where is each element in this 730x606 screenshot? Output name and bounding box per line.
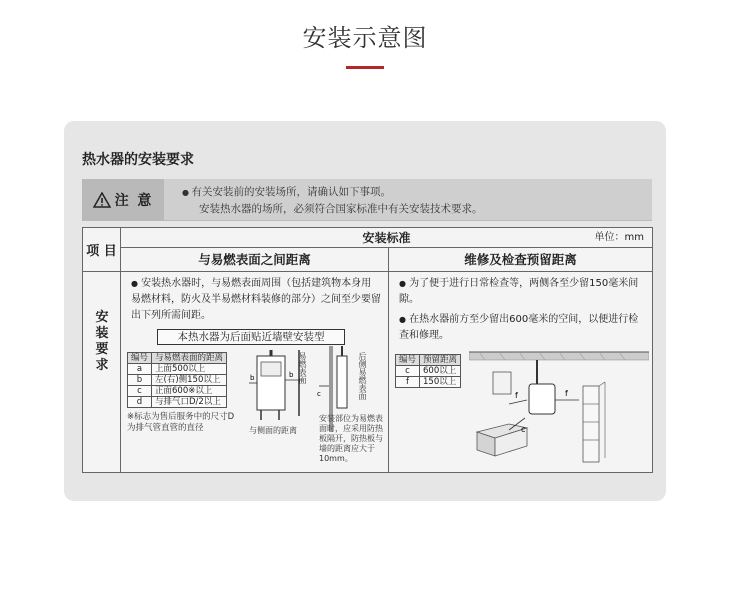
item-header: 项 目 [83,228,120,272]
notice-line-1: ● 有关安装前的安装场所，请确认如下事项。 [182,184,483,201]
svg-text:c: c [521,425,526,434]
title-underline [346,66,384,69]
table-header: 编号 [128,353,152,364]
table-cell: 150以上 [420,377,461,388]
table-cell: a [128,364,152,375]
table-header: 编号 [396,355,420,366]
wall-caption: 易燃表面 [298,352,307,384]
notice-text [182,184,483,217]
table-cell: d [128,397,152,408]
maintenance-distance-table [395,354,461,388]
side-caption: 与侧面的距离 [249,426,297,435]
right-bullet-1 [399,276,647,308]
unit-label: 单位：mm [594,232,644,243]
svg-text:f: f [565,389,568,398]
bullet-dot: ● [131,279,138,288]
item-char: 求 [95,358,109,373]
svg-text:b: b [250,374,255,382]
svg-text:b: b [289,371,294,379]
combustible-distance-table [127,352,227,408]
table-header: 预留距离 [420,355,461,366]
svg-text:c: c [317,390,321,398]
table-cell: 正面600※以上 [152,386,227,397]
install-caption: 安装部位为易燃表面时，应采用防热板隔开，防热板与墙的距离应大于10mm。 [319,414,383,463]
footnote: ※标志为售后服务中的尺寸D为排气管直管的直径 [127,412,235,433]
notice-tag [82,179,164,221]
item-char: 要 [95,342,109,357]
standard-header [121,228,652,248]
table-cell: 左(右)侧150以上 [152,375,227,386]
right-bullet-2-text: 在热水器前方至少留出600毫米的空间，以便进行检查和修理。 [399,314,639,341]
table-cell: c [128,386,152,397]
right-title: 维修及检查预留距离 [389,248,652,272]
left-title: 与易燃表面之间距离 [121,248,389,272]
table-header: 与易燃表面的距离 [152,353,227,364]
maintenance-room-diagram [469,344,649,468]
notice-banner [82,179,652,221]
panel-heading: 热水器的安装要求 [82,152,194,168]
combustible-distance-cell [121,272,389,472]
right-bullet-2 [399,312,647,344]
svg-text:f: f [515,391,518,400]
table-cell: 600以上 [420,366,461,377]
spec-table [82,227,653,473]
left-bullet [131,276,381,324]
table-cell: 上面500以上 [152,364,227,375]
notice-tag-label: 注 意 [114,193,154,209]
bullet-dot: ● [399,279,406,288]
install-requirements-panel [64,121,666,501]
install-type-label: 本热水器为后面贴近墙壁安装型 [157,329,345,345]
item-char: 装 [95,326,109,341]
item-column [83,228,121,472]
notice-line-2: 安装热水器的场所，必须符合国家标准中有关安装技术要求。 [199,203,483,215]
rear-wall-caption: 后侧易燃表面 [358,352,367,400]
warning-triangle-icon [93,192,111,208]
table-cell: b [128,375,152,386]
right-bullet-1-text: 为了便于进行日常检查等，两侧各至少留150毫米间隙。 [399,278,639,305]
maintenance-distance-cell [389,272,652,472]
standard-header-label: 安装标准 [362,231,411,245]
table-cell: f [396,377,420,388]
item-label [83,310,121,374]
bullet-dot: ● [399,315,406,324]
left-bullet-text: 安装热水器时，与易燃表面周围（包括建筑物本身用易燃材料，防火及半易燃材料装修的部分）之间至少要留出下列所需间距。 [131,278,381,321]
item-char: 安 [95,310,109,325]
table-cell: c [396,366,420,377]
page-title: 安装示意图 [302,24,428,52]
table-cell: 与排气口D/2以上 [152,397,227,408]
